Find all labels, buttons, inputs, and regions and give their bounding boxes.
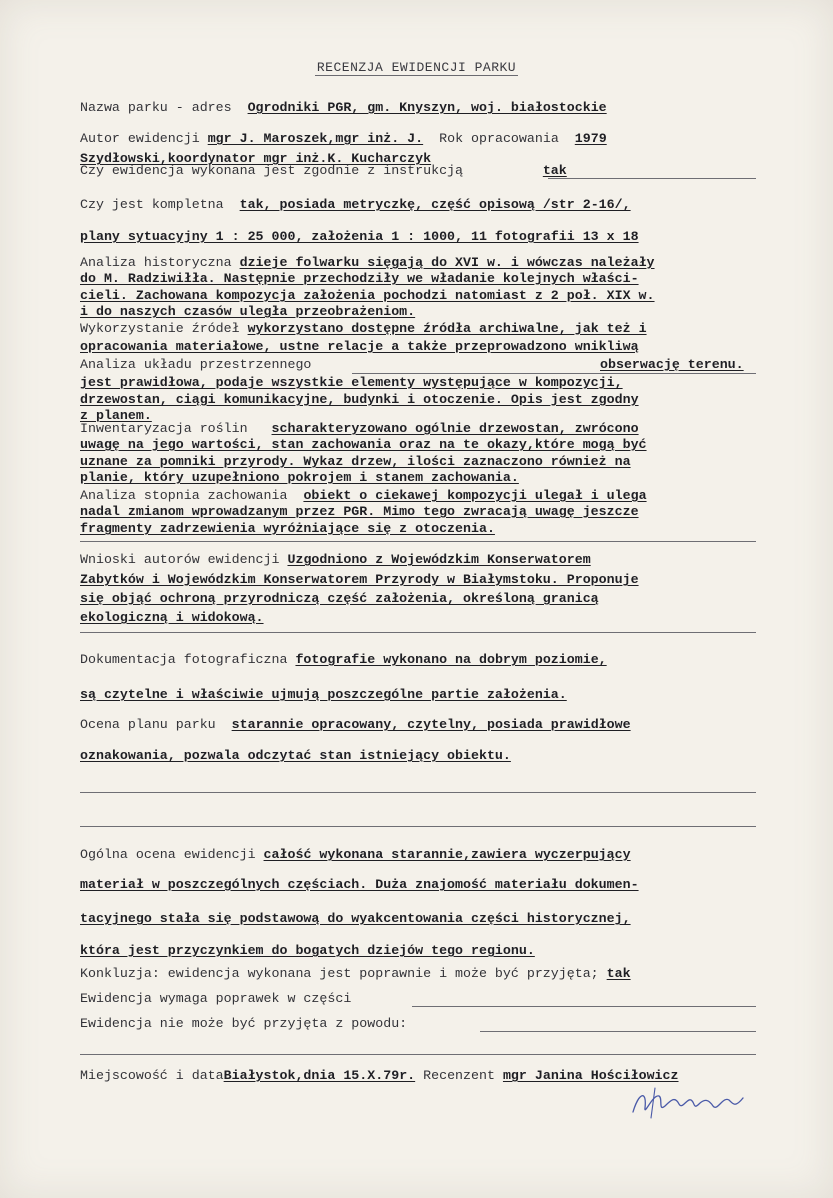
preservation-row-3 bbox=[80, 521, 756, 537]
document-title bbox=[0, 60, 833, 75]
layout-rule bbox=[352, 373, 756, 374]
sources-label: Wykorzystanie źródeł bbox=[80, 321, 240, 336]
photo-row-1 bbox=[80, 652, 756, 668]
conclusions-value-1: Uzgodniono z Wojewódzkim Konserwatorem bbox=[287, 552, 591, 567]
plan-row-1 bbox=[80, 717, 756, 733]
sources-value-1: wykorzystano dostępne źródła archiwalne, jak też i bbox=[247, 321, 647, 336]
preservation-value-2: nadal zmianom wprowadzanym przez PGR. Mimo tego zwracają uwagę jeszcze bbox=[80, 504, 639, 519]
complete-row-2 bbox=[80, 229, 756, 245]
plan-rule-2 bbox=[80, 826, 756, 827]
history-value-1: dzieje folwarku sięgają do XVI w. i wówczas należały bbox=[239, 255, 655, 270]
plants-row-4 bbox=[80, 470, 756, 486]
history-label: Analiza historyczna bbox=[80, 255, 232, 270]
conclusions-row-4 bbox=[80, 610, 756, 626]
plan-value-2: oznakowania, pozwala odczytać stan istniejący obiektu. bbox=[80, 748, 511, 763]
complete-value-2: plany sytuacyjny 1 : 25 000, założenia 1 : 1000, 11 fotografii 13 x 18 bbox=[80, 229, 639, 244]
place-date-label: Miejscowość i data bbox=[80, 1068, 224, 1083]
reviewer-value: mgr Janina Hościłowicz bbox=[502, 1068, 679, 1083]
history-value-4: i do naszych czasów uległa przeobrażeniom. bbox=[80, 304, 416, 319]
history-value-3: cieli. Zachowana kompozycja założenia pochodzi natomiast z 2 poł. XIX w. bbox=[80, 288, 655, 303]
overall-row-2 bbox=[80, 877, 756, 893]
rejection-rule-2 bbox=[80, 1054, 756, 1055]
conclusions-row-3 bbox=[80, 591, 756, 607]
plants-row-1 bbox=[80, 421, 756, 437]
document-title-text: RECENZJA EWIDENCJI PARKU bbox=[316, 60, 517, 75]
history-row-1 bbox=[80, 255, 756, 271]
photo-row-2 bbox=[80, 687, 756, 703]
preservation-rule bbox=[80, 541, 756, 542]
preservation-label: Analiza stopnia zachowania bbox=[80, 488, 288, 503]
layout-row-2 bbox=[80, 392, 756, 408]
conclusions-value-2: Zabytków i Wojewódzkim Konserwatorem Przyrody w Białymstoku. Proponuje bbox=[80, 572, 639, 587]
verdict-label: Konkluzja: ewidencja wykonana jest poprawnie i może być przyjęta; bbox=[80, 966, 599, 981]
reviewer-label: Recenzent bbox=[423, 1068, 495, 1083]
compliance-row bbox=[80, 163, 756, 179]
plants-label: Inwentaryzacja roślin bbox=[80, 421, 248, 436]
plants-value-1: scharakteryzowano ogólnie drzewostan, zwrócono bbox=[271, 421, 639, 436]
photo-label: Dokumentacja fotograficzna bbox=[80, 652, 288, 667]
overall-row-1 bbox=[80, 847, 756, 863]
overall-label: Ogólna ocena ewidencji bbox=[80, 847, 256, 862]
layout-value-3: z planem. bbox=[80, 408, 152, 423]
plants-row-2 bbox=[80, 437, 756, 453]
sources-value-2: opracowania materiałowe, ustne relacje a także przeprowadzono wnikliwą bbox=[80, 339, 639, 354]
conclusions-rule bbox=[80, 632, 756, 633]
layout-label: Analiza układu przestrzennego bbox=[80, 357, 312, 372]
plants-value-2: uwagę na jego wartości, stan zachowania oraz na te okazy,które mogą być bbox=[80, 437, 647, 452]
history-value-2: do M. Radziwiłła. Następnie przechodziły we władanie kolejnych właści- bbox=[80, 271, 639, 286]
conclusions-value-4: ekologiczną i widokową. bbox=[80, 610, 264, 625]
plan-value-1: starannie opracowany, czytelny, posiada prawidłowe bbox=[231, 717, 631, 732]
overall-row-4 bbox=[80, 943, 756, 959]
corrections-label: Ewidencja wymaga poprawek w części bbox=[80, 991, 352, 1006]
layout-value-1: jest prawidłowa, podaje wszystkie elementy występujące w kompozycji, bbox=[80, 375, 623, 390]
park-name-value: Ogrodniki PGR, gm. Knyszyn, woj. białostockie bbox=[247, 100, 607, 115]
place-date-value: Białystok,dnia 15.X.79r. bbox=[223, 1068, 416, 1083]
photo-value-1: fotografie wykonano na dobrym poziomie, bbox=[295, 652, 607, 667]
history-row-2 bbox=[80, 271, 756, 287]
complete-value: tak, posiada metryczkę, część opisową /str 2-16/, bbox=[239, 197, 631, 212]
layout-value-2: drzewostan, ciągi komunikacyjne, budynki i otoczenie. Opis jest zgodny bbox=[80, 392, 639, 407]
overall-value-3: tacyjnego stała się podstawową do wyakcentowania części historycznej, bbox=[80, 911, 631, 926]
author-label: Autor ewidencji bbox=[80, 131, 200, 146]
verdict-value: tak bbox=[606, 966, 631, 981]
year-value: 1979 bbox=[574, 131, 607, 146]
preservation-value-3: fragmenty zadrzewienia wyróżniające się z otoczenia. bbox=[80, 521, 495, 536]
compliance-value: tak bbox=[542, 163, 567, 178]
plan-label: Ocena planu parku bbox=[80, 717, 216, 732]
sources-row-2 bbox=[80, 339, 756, 355]
sources-row-1 bbox=[80, 321, 756, 337]
rejection-rule bbox=[480, 1031, 756, 1032]
preservation-value-1: obiekt o ciekawej kompozycji ulegał i ulega bbox=[303, 488, 647, 503]
conclusions-value-3: się objąć ochroną przyrodniczą część założenia, określoną granicą bbox=[80, 591, 599, 606]
compliance-label: Czy ewidencja wykonana jest zgodnie z instrukcją bbox=[80, 163, 464, 178]
plan-rule-1 bbox=[80, 792, 756, 793]
photo-value-2: są czytelne i właściwie ujmują poszczególne partie założenia. bbox=[80, 687, 567, 702]
layout-row-1 bbox=[80, 375, 756, 391]
author-row bbox=[80, 131, 756, 147]
conclusions-row-1 bbox=[80, 552, 756, 568]
overall-value-2: materiał w poszczególnych częściach. Duża znajomość materiału dokumen- bbox=[80, 877, 639, 892]
overall-row-3 bbox=[80, 911, 756, 927]
year-label: Rok opracowania bbox=[439, 131, 559, 146]
conclusions-row-2 bbox=[80, 572, 756, 588]
complete-row bbox=[80, 197, 756, 213]
layout-row-0b bbox=[600, 357, 760, 373]
overall-value-1: całość wykonana starannie,zawiera wyczerpujący bbox=[263, 847, 631, 862]
plan-row-2 bbox=[80, 748, 756, 764]
park-name-label: Nazwa parku - adres bbox=[80, 100, 232, 115]
corrections-row bbox=[80, 991, 756, 1007]
signature-icon bbox=[625, 1082, 755, 1122]
history-row-4 bbox=[80, 304, 756, 320]
plants-value-4: planie, który uzupełniono pokrojem i stanem zachowania. bbox=[80, 470, 519, 485]
plants-row-3 bbox=[80, 454, 756, 470]
handwritten-signature bbox=[625, 1082, 755, 1122]
preservation-row-2 bbox=[80, 504, 756, 520]
author-value-2: Szydłowski,koordynator mgr inż.K. Kucharczyk bbox=[80, 151, 432, 166]
history-row-3 bbox=[80, 288, 756, 304]
conclusions-label: Wnioski autorów ewidencji bbox=[80, 552, 280, 567]
complete-label: Czy jest kompletna bbox=[80, 197, 224, 212]
rejection-label: Ewidencja nie może być przyjęta z powodu: bbox=[80, 1016, 408, 1031]
verdict-row bbox=[80, 966, 756, 982]
compliance-rule bbox=[548, 178, 756, 179]
author-value: mgr J. Maroszek,mgr inż. J. bbox=[207, 131, 424, 146]
plants-value-3: uznane za pomniki przyrody. Wykaz drzew, ilości zaznaczono również na bbox=[80, 454, 631, 469]
rejection-row bbox=[80, 1016, 756, 1032]
preservation-row-1 bbox=[80, 488, 756, 504]
park-name-row bbox=[80, 100, 756, 116]
overall-value-4: która jest przyczynkiem do bogatych dziejów tego regionu. bbox=[80, 943, 535, 958]
layout-value-0: obserwację terenu. bbox=[600, 357, 744, 372]
corrections-rule bbox=[412, 1006, 756, 1007]
